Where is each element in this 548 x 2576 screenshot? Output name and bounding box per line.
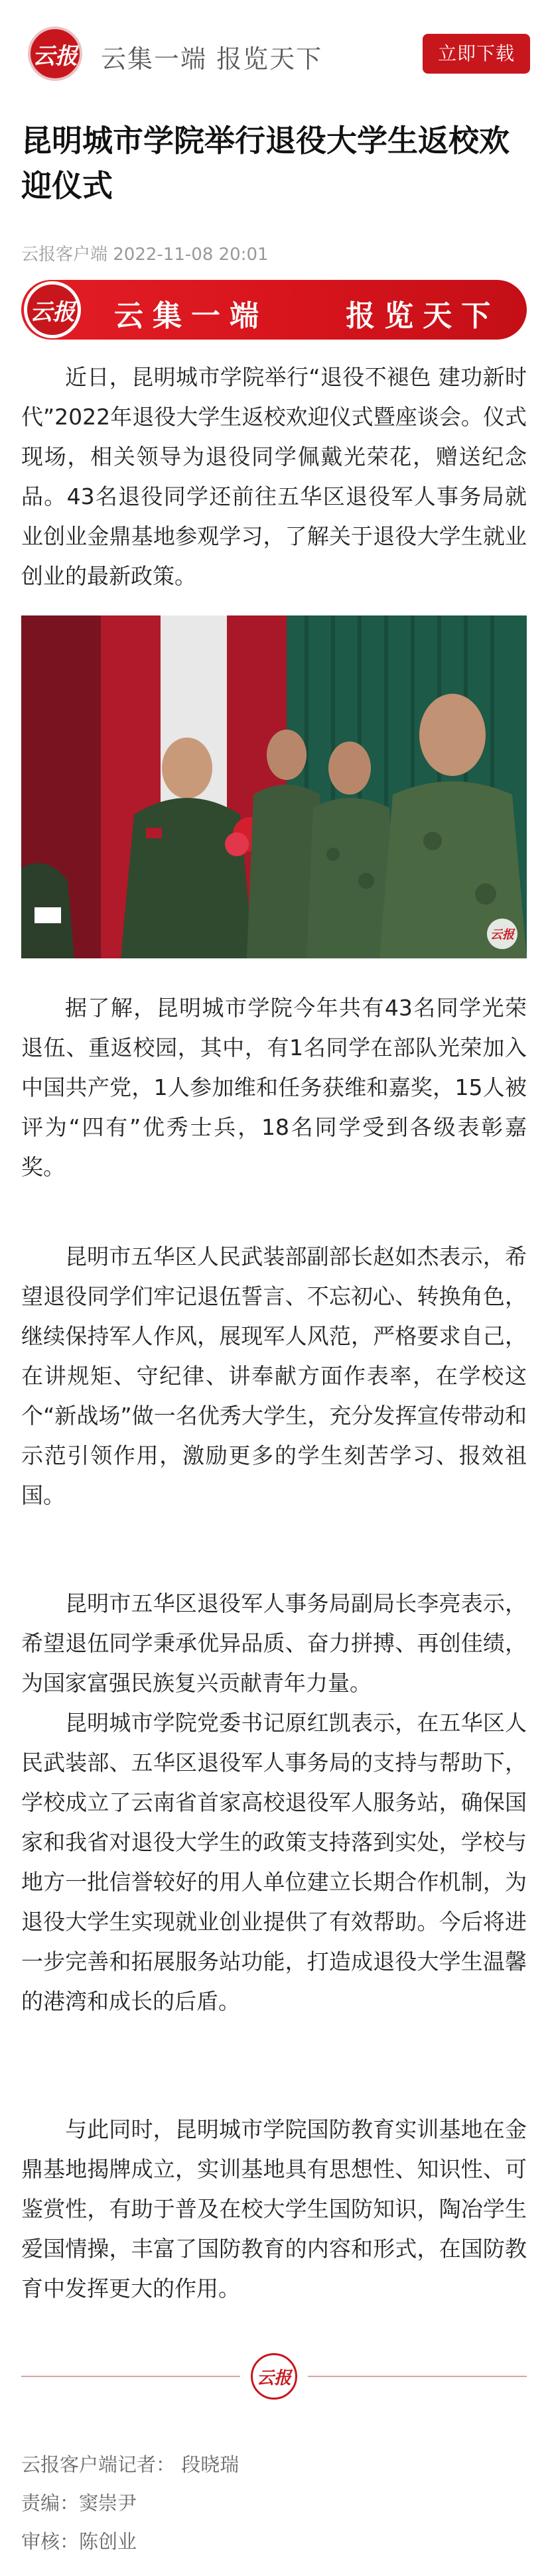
download-button[interactable]: 立即下载: [423, 34, 530, 74]
article-title: 昆明城市学院举行退役大学生返校欢迎仪式: [21, 123, 510, 204]
credit-reporter: 云报客户端记者： 段晓瑞: [21, 2453, 240, 2476]
app-slogan: 云集一端 报览天下: [101, 44, 323, 74]
yunbao-logo-icon[interactable]: [28, 27, 82, 81]
article-paragraph: 近日，昆明城市学院举行“退役不褪色 建功新时代”2022年退役大学生返校欢迎仪式暨座谈会。仪式现场，相关领导为退役同学佩戴光荣花，赠送纪念品。43名退役同学还前往五华区退役军人事务局就业创业金鼎基地参观学习，了解关于退役大学生就业创业的最新政策。: [21, 364, 527, 589]
divider-logo-text: 云报: [256, 2368, 291, 2388]
article-photo[interactable]: [21, 615, 527, 958]
divider-line-right: [308, 2376, 527, 2377]
banner-logo-text: 云报: [30, 298, 75, 326]
app-header: [0, 0, 548, 109]
ceremony-photo-icon: [21, 615, 527, 958]
watermark-logo-icon: [487, 919, 517, 949]
brand-banner: [21, 280, 527, 340]
credit-reviewer: 审核：陈创业: [21, 2530, 137, 2553]
banner-logo-icon: [24, 281, 81, 338]
credit-editor: 责编：窦崇尹: [21, 2492, 137, 2514]
article-paragraph: 昆明市五华区退役军人事务局副局长李亮表示，希望退伍同学秉承优异品质、奋力拼搏、再创佳绩，为国家富强民族复兴贡献青年力量。: [21, 1590, 527, 1696]
article-paragraph: 昆明城市学院党委书记原红凯表示，在五华区人民武装部、五华区退役军人事务局的支持与帮助下，学校成立了云南省首家高校退役军人服务站，确保国家和我省对退役大学生的政策支持落到实处，学校与地方一批信誉较好的用人单位建立长期合作机制，为退役大学生实现就业创业提供了有效帮助。今后将进一步完善和拓展服务站功能，打造成退役大学生温馨的港湾和成长的后盾。: [21, 1710, 527, 2014]
article-paragraph: 与此同时，昆明城市学院国防教育实训基地在金鼎基地揭牌成立，实训基地具有思想性、知识性、可鉴赏性，有助于普及在校大学生国防知识，陶冶学生爱国情操，丰富了国防教育的内容和形式，在国防教育中发挥更大的作用。: [21, 2116, 527, 2301]
watermark-text: 云报: [490, 928, 514, 942]
article-paragraph: 昆明市五华区人民武装部副部长赵如杰表示，希望退役同学们牢记退伍誓言、不忘初心、转换角色，继续保持军人作风，展现军人风范，严格要求自己，在讲规矩、守纪律、讲奉献方面作表率，在学校这个“新战场”做一名优秀大学生，充分发挥宣传带动和示范引领作用，激励更多的学生刻苦学习、报效祖国。: [21, 1244, 527, 1508]
divider-line-left: [21, 2376, 240, 2377]
article-meta: 云报客户端 2022-11-08 20:01: [21, 245, 269, 265]
article-paragraph: 据了解，昆明城市学院今年共有43名同学光荣退伍、重返校园，其中，有1名同学在部队光荣加入中国共产党，1人参加维和任务获维和嘉奖，15人被评为“四有”优秀士兵，18名同学受到各级表彰嘉奖。: [21, 995, 527, 1180]
banner-slogan: 云集一端 报览天下: [114, 299, 500, 333]
logo-text: 云报: [33, 42, 78, 70]
article-end-divider: [21, 2353, 527, 2400]
divider-logo-icon: [251, 2353, 297, 2400]
